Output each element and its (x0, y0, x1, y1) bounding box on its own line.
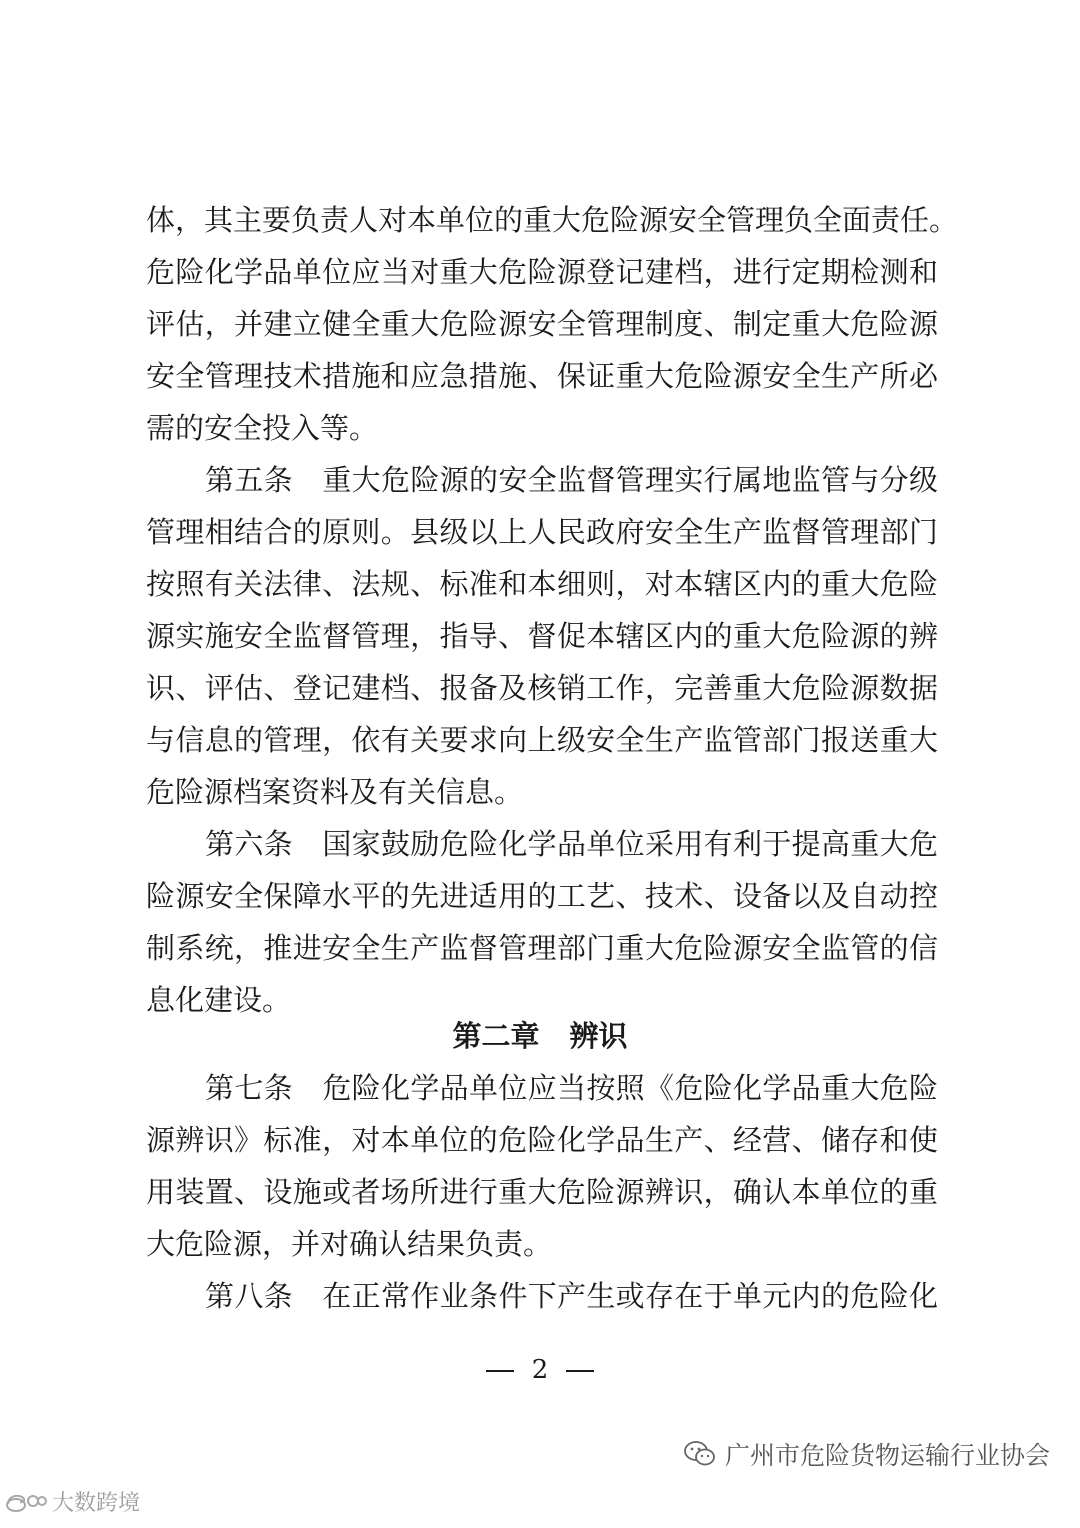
watermark-wechat (683, 1434, 1050, 1474)
page-number-footer (0, 1350, 1080, 1390)
watermark-weibo (2, 1483, 140, 1519)
body-line: 源辨识》标准，对本单位的危险化学品生产、经营、储存和使 (146, 1123, 938, 1157)
body-line: 源实施安全监督管理，指导、督促本辖区内的重大危险源的辨 (146, 619, 938, 653)
body-line: 体，其主要负责人对本单位的重大危险源安全管理负全面责任。 (146, 203, 959, 237)
body-line: 息化建设。 (146, 983, 292, 1017)
body-line: 管理相结合的原则。县级以上人民政府安全生产监督管理部门 (146, 515, 938, 549)
chapter-heading (0, 1014, 1080, 1058)
body-line: 按照有关法律、法规、标准和本细则，对本辖区内的重大危险 (146, 567, 938, 601)
article-6-first-line: 第六条 国家鼓励危险化学品单位采用有利于提高重大危 (205, 827, 938, 861)
body-line: 大危险源，并对确认结果负责。 (146, 1227, 553, 1261)
dash-left (486, 1370, 514, 1372)
article-8-first-line: 第八条 在正常作业条件下产生或存在于单元内的危险化 (205, 1279, 938, 1313)
body-line: 识、评估、登记建档、报备及核销工作，完善重大危险源数据 (146, 671, 938, 705)
article-5-first-line: 第五条 重大危险源的安全监督管理实行属地监管与分级 (205, 463, 938, 497)
body-line: 危险源档案资料及有关信息。 (146, 775, 524, 809)
body-line: 危险化学品单位应当对重大危险源登记建档，进行定期检测和 (146, 255, 938, 289)
body-line: 与信息的管理，依有关要求向上级安全生产监管部门报送重大 (146, 723, 938, 757)
body-line: 安全管理技术措施和应急措施、保证重大危险源安全生产所必 (146, 359, 938, 393)
article-7-first-line: 第七条 危险化学品单位应当按照《危险化学品重大危险 (205, 1071, 938, 1105)
weibo-logo-icon (2, 1488, 48, 1514)
body-line: 险源安全保障水平的先进适用的工艺、技术、设备以及自动控 (146, 879, 938, 913)
body-line: 用装置、设施或者场所进行重大危险源辨识，确认本单位的重 (146, 1175, 938, 1209)
chapter-title: 辨识 (569, 1019, 628, 1053)
wechat-icon (683, 1440, 717, 1468)
watermark-left-text: 大数跨境 (52, 1490, 141, 1516)
body-line: 评估，并建立健全重大危险源安全管理制度、制定重大危险源 (146, 307, 938, 341)
page-number: 2 (531, 1355, 549, 1385)
watermark-right-text: 广州市危险货物运输行业协会 (724, 1441, 1050, 1470)
body-line: 制系统，推进安全生产监督管理部门重大危险源安全监管的信 (146, 931, 938, 965)
body-line: 需的安全投入等。 (146, 411, 379, 445)
dash-right (566, 1370, 594, 1372)
chapter-number: 第二章 (452, 1019, 540, 1053)
